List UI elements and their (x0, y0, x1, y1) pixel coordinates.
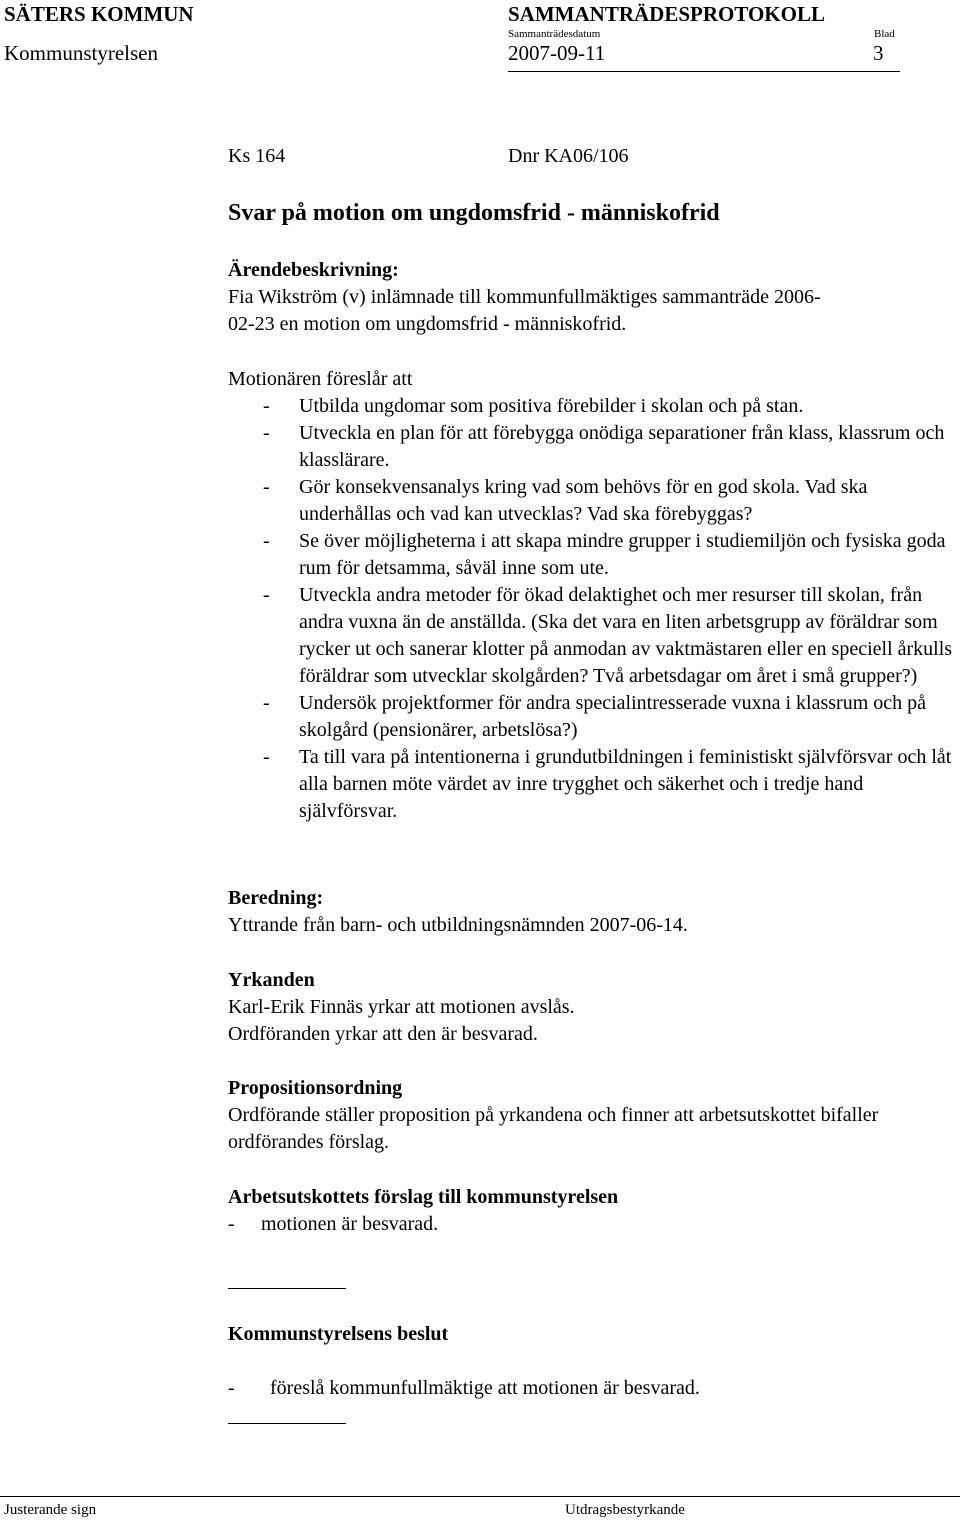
section-separator (228, 1423, 346, 1424)
case-number: Ks 164 (228, 145, 286, 167)
list-item: - Undersök projektformer för andra specialintresserade vuxna i klassrum och på skolgård (pensionärer, arbetslösa?) (263, 692, 927, 741)
proposition-order-text: Ordförande ställer proposition på yrkandena och finner att arbetsutskottet bifaller ordförandes förslag. (228, 1104, 879, 1153)
committee-name: Kommunstyrelsen (4, 41, 158, 65)
case-title: Svar på motion om ungdomsfrid - människofrid (228, 200, 720, 226)
document-body (228, 0, 953, 1399)
motion-line: Karl-Erik Finnäs yrkar att motionen avslås. (228, 996, 575, 1018)
header-rule (508, 71, 900, 72)
list-item: - Gör konsekvensanalys kring vad som behövs för en god skola. Vad ska underhållas och vad kan utvecklas? Vad ska förebyggas? (263, 476, 868, 525)
committee-proposal-item: - motionen är besvarad. (228, 1213, 439, 1235)
footer-left: Justerande sign (4, 1502, 97, 1518)
decision-heading: Kommunstyrelsens beslut (228, 1323, 449, 1345)
description-line-2: 02-23 en motion om ungdomsfrid - människofrid. (228, 313, 627, 335)
footer-right: Utdragsbestyrkande (565, 1502, 685, 1518)
description-line-1: Fia Wikström (v) inlämnade till kommunfullmäktiges sammanträde 2006- (228, 286, 821, 308)
preparation-heading: Beredning: (228, 887, 324, 909)
document-type: SAMMANTRÄDESPROTOKOLL (508, 2, 825, 26)
preparation-text: Yttrande från barn- och utbildningsnämnden 2007-06-14. (228, 914, 688, 936)
proposal-list (228, 393, 953, 825)
case-dnr: Dnr KA06/106 (508, 145, 629, 167)
page-label: Blad (874, 28, 895, 40)
list-item: - Utveckla en plan för att förebygga onödiga separationer från klass, klassrum och klasslärare. (263, 422, 945, 471)
page-number: 3 (873, 41, 884, 65)
description-heading: Ärendebeskrivning: (228, 259, 399, 281)
list-item: - Utveckla andra metoder för ökad delaktighet och mer resurser till skolan, från andra vuxna än de anställda. (Ska det vara en liten arbetsgrupp av föräldrar som rycker ut och sanerar klotter på anmodan av vaktmästaren eller en speciell årkulls föräldrar som utvecklar skolgården? Två arbetsdagar om året i små grupper?) (263, 584, 953, 687)
list-item: - Ta till vara på intentionerna i grundutbildningen i feministiskt självförsvar och låt alla barnen möte värdet av inre trygghet och säkerhet och i tredje hand självförsvar. (263, 746, 952, 822)
list-item: - Utbilda ungdomar som positiva förebilder i skolan och på stan. (263, 395, 804, 417)
municipality-name: SÄTERS KOMMUN (4, 2, 194, 26)
list-item: - Se över möjligheterna i att skapa mindre grupper i studiemiljön och fysiska goda rum för detsamma, såväl inne som ute. (263, 530, 946, 579)
proposition-order-heading: Propositionsordning (228, 1077, 403, 1099)
decision-item: - föreslå kommunfullmäktige att motionen är besvarad. (228, 1377, 700, 1399)
motion-line: Ordföranden yrkar att den är besvarad. (228, 1023, 538, 1045)
section-separator (228, 1288, 346, 1289)
date-label: Sammanträdesdatum (508, 28, 601, 40)
footer-rule (0, 1496, 960, 1497)
proposal-intro: Motionären föreslår att (228, 368, 413, 390)
motions-heading: Yrkanden (228, 969, 315, 991)
committee-proposal-heading: Arbetsutskottets förslag till kommunstyrelsen (228, 1186, 619, 1208)
meeting-date: 2007-09-11 (508, 41, 606, 65)
